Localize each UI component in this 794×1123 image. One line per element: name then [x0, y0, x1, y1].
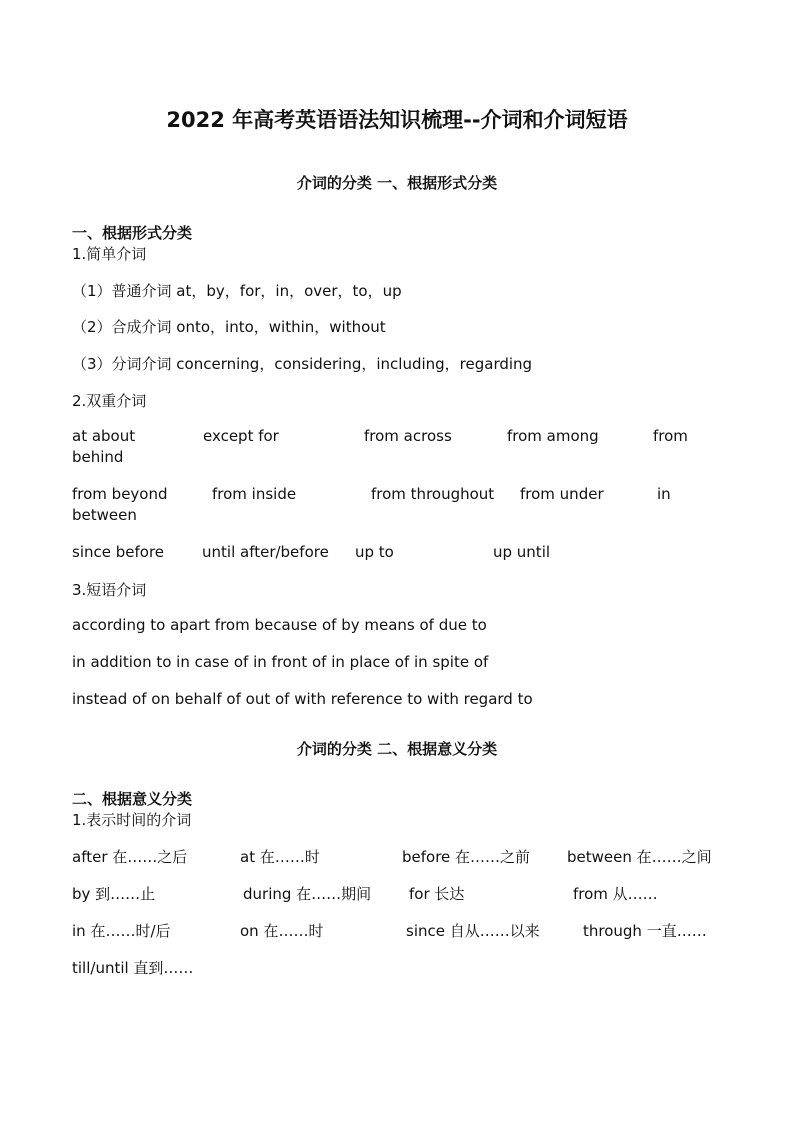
label-simple-prepositions: 1.简单介词 — [72, 245, 147, 263]
list-item: between — [72, 506, 137, 524]
subheading-form: 一、根据形式分类 — [72, 224, 193, 242]
list-item: between 在……之间 — [567, 848, 712, 866]
list-item: from 从…… — [573, 885, 658, 903]
list-item: after 在……之后 — [72, 848, 188, 866]
list-item: up to — [355, 543, 394, 561]
line-compound-prepositions: （2）合成介词 onto，into，within，without — [72, 318, 386, 336]
list-item: up until — [493, 543, 551, 561]
list-item: during 在……期间 — [243, 885, 372, 903]
label-phrasal-prepositions: 3.短语介词 — [72, 581, 147, 599]
list-item: since before — [72, 543, 165, 561]
list-item: in — [657, 485, 671, 503]
list-item: before 在……之前 — [402, 848, 531, 866]
list-item: except for — [203, 427, 279, 445]
list-item: at 在……时 — [240, 848, 320, 866]
list-item: on 在……时 — [240, 922, 324, 940]
list-item: from beyond — [72, 485, 168, 503]
subheading-meaning: 二、根据意义分类 — [72, 790, 193, 808]
line-phrasal-3: instead of on behalf of out of with reference to with regard to — [72, 690, 533, 708]
list-item: until after/before — [202, 543, 329, 561]
list-item: from throughout — [371, 485, 495, 503]
list-item: since 自从……以来 — [406, 922, 540, 940]
list-item: behind — [72, 448, 124, 466]
line-time-till-until: till/until 直到…… — [72, 959, 194, 977]
line-phrasal-1: according to apart from because of by means of due to — [72, 616, 487, 634]
line-common-prepositions: （1）普通介词 at，by，for，in，over，to，up — [72, 282, 402, 300]
list-item: from across — [364, 427, 452, 445]
document-title: 2022 年高考英语语法知识梳理--介词和介词短语 — [166, 108, 628, 132]
list-item: by 到……止 — [72, 885, 156, 903]
list-item: from inside — [212, 485, 297, 503]
list-item: in 在……时/后 — [72, 922, 171, 940]
section-heading-form: 介词的分类 一、根据形式分类 — [296, 174, 498, 192]
list-item: from under — [520, 485, 604, 503]
list-item: through 一直…… — [583, 922, 707, 940]
line-participial-prepositions: （3）分词介词 concerning，considering，including，regarding — [72, 355, 533, 373]
line-phrasal-2: in addition to in case of in front of in place of in spite of — [72, 653, 489, 671]
label-double-prepositions: 2.双重介词 — [72, 392, 147, 410]
section-heading-meaning: 介词的分类 二、根据意义分类 — [296, 740, 498, 758]
list-item: from among — [507, 427, 599, 445]
list-item: from — [653, 427, 688, 445]
list-item: at about — [72, 427, 136, 445]
list-item: for 长达 — [409, 885, 465, 903]
label-time-prepositions: 1.表示时间的介词 — [72, 811, 192, 829]
